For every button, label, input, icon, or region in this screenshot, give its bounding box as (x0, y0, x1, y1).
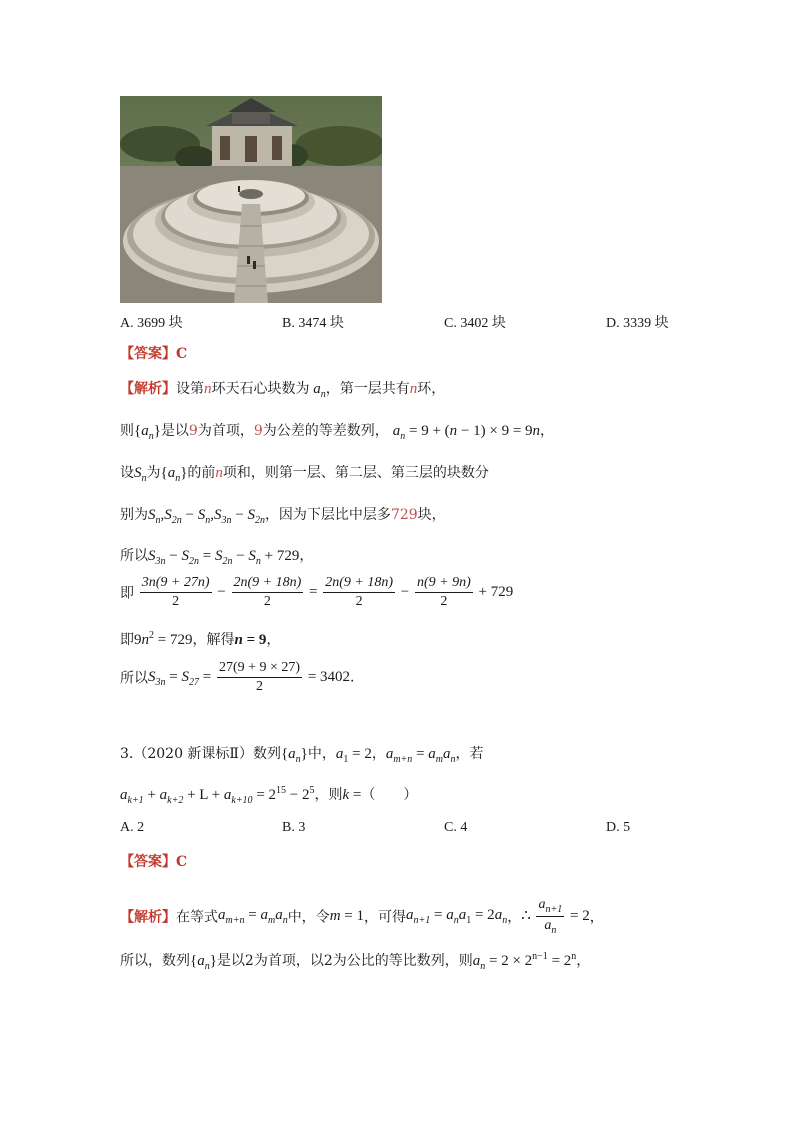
q3-option-d: D. 5 (606, 820, 631, 835)
temple-photo-icon (120, 96, 382, 303)
text: ， (589, 909, 604, 926)
formula-an: $a_n$ (309, 381, 326, 400)
analysis-line-2 (120, 420, 554, 442)
formula-layers: $S_n,S_{2n} - S_n,S_{3n} - S_{2n}$ (148, 507, 265, 526)
formula-amn: $a_{m+n} = a_ma_n$ (218, 906, 288, 926)
text: 是以 (216, 953, 245, 969)
formula-fractions: $\frac{3n(9 + 27n)}{2}$ − $\frac{2n(9 + 18n)}{2}$ = $\frac{2n(9 + 18n)}{2}$ − $\frac{n(9 + 9n)}{2}$ + 729 (141, 575, 514, 609)
var-n: n (409, 381, 418, 397)
text: 为首项，以 (253, 953, 324, 969)
analysis-line-1 (120, 378, 445, 400)
text: 的前 (187, 465, 216, 481)
q3-analysis-line-1 (120, 897, 604, 936)
text: 则 (120, 423, 134, 439)
option-c: C. 3402 块 (444, 316, 506, 331)
text: 项和，则第一层、第二层、第三层的块数分 (222, 465, 489, 481)
formula-seq-an: $\{a_n\}$ (160, 465, 188, 484)
analysis-line-6 (120, 575, 513, 610)
text: ， (576, 953, 591, 969)
answer-value: C (176, 854, 188, 870)
formula-equation: $S_{3n} - S_{2n} = S_{2n} - S_n + 729$ (148, 548, 300, 567)
q3-analysis-line-2 (120, 950, 590, 972)
formula-an-eq: $a_n = 9 + (n - 1) \times 9 = 9n$ (392, 423, 541, 442)
var-n: n (204, 381, 212, 397)
analysis-line-4 (120, 504, 446, 526)
formula-amn: $a_{m+n} = a_ma_n$ (385, 746, 456, 765)
text: 即 (120, 585, 134, 602)
analysis-line-7 (120, 629, 280, 649)
answer-tag: 【答案】 (120, 854, 176, 870)
num-729: 729 (390, 507, 418, 523)
var-n: n (215, 465, 223, 481)
formula-seq-an: $\{a_n\}$ (134, 423, 161, 442)
text: 即 (120, 632, 134, 648)
text: ，因为下层比中层多 (264, 507, 391, 523)
text: 3.（2020 新课标Ⅱ）数列 (120, 746, 281, 762)
q3-stem-line-2 (120, 784, 417, 806)
text: 所以 (120, 548, 148, 564)
num-2: 2 (323, 953, 333, 969)
num-9: 9 (253, 423, 263, 439)
formula-ratio: ∴ $\frac{a_{n+1}}{a_n}$ = 2 (521, 897, 590, 936)
formula-m1: m = 1 (329, 907, 364, 924)
q3-stem-line-1 (120, 743, 484, 765)
text: 块， (417, 507, 446, 523)
q3-option-b: B. 3 (282, 820, 306, 835)
option-d: D. 3339 块 (606, 316, 669, 331)
text: 中，令 (287, 909, 330, 926)
text: ， (507, 909, 522, 926)
q3-option-c: C. 4 (444, 820, 468, 835)
analysis-tag: 【解析】 (120, 381, 176, 397)
text: . (350, 669, 355, 686)
option-a: A. 3699 块 (120, 316, 183, 331)
formula-seq-an: $\{a_n\}$ (190, 953, 217, 972)
text: ， (266, 632, 281, 648)
num-9: 9 (188, 423, 198, 439)
text: 所以，数列 (120, 953, 190, 969)
analysis-line-3 (120, 462, 489, 484)
formula-sum: $a_{k+1} + a_{k+2} + L + a_{k+10} = 2^{15} - 2^5$ (120, 785, 315, 806)
formula-seq-an: $\{a_n\}$ (280, 746, 308, 765)
formula-sn: $S_n$ (134, 465, 147, 484)
text: ， (299, 548, 314, 564)
text: ，可得 (364, 909, 406, 926)
answer-tag: 【答案】 (120, 346, 176, 362)
formula-a1: $a_1 = 2$ (335, 746, 372, 765)
text: （ ） (361, 787, 418, 803)
text: ，解得 (192, 632, 235, 648)
text: 为公差的等差数列， (262, 423, 389, 439)
analysis-line-5 (120, 545, 313, 567)
text: ， (371, 746, 386, 762)
q3-option-a: A. 2 (120, 820, 145, 835)
formula-an1: $a_{n+1} = a_na_1 = 2a_n$ (406, 906, 508, 926)
text: ，则 (314, 787, 343, 803)
text: 为 (146, 465, 161, 481)
text: 中， (307, 746, 336, 762)
text: 所以 (120, 670, 148, 687)
text: 为公比的等比数列，则 (332, 953, 473, 969)
text: 设 (120, 465, 134, 481)
formula-9n2: $9n^2 = 729$ (134, 630, 193, 648)
q3-answer-line (120, 851, 187, 871)
num-2: 2 (244, 953, 254, 969)
text: 环， (417, 381, 446, 397)
formula-an-geometric: $a_n = 2 \times 2^{n-1} = 2^n$ (472, 951, 577, 972)
text: 在等式 (176, 909, 218, 926)
temple-circular-altar-photo (120, 96, 382, 303)
text: ，第一层共有 (325, 381, 410, 397)
text: 为首项， (197, 423, 254, 439)
text: 环天石心块数为 (211, 381, 310, 397)
option-b: B. 3474 块 (282, 316, 344, 331)
text: 设第 (176, 381, 204, 397)
var-k: k = (342, 787, 362, 803)
text: 别为 (120, 507, 148, 523)
analysis-line-8 (120, 660, 354, 695)
answer-line (120, 343, 187, 363)
formula-n-eq-9: n = 9 (234, 632, 267, 648)
answer-value: C (176, 346, 188, 362)
formula-result: $S_{3n} = S_{27}$ = $\frac{27(9 + 9 \times 27)}{2}$ = 3402 (148, 660, 351, 694)
text: ， (540, 423, 555, 439)
analysis-tag: 【解析】 (120, 909, 176, 926)
text: ，若 (455, 746, 484, 762)
text: 是以 (160, 423, 189, 439)
